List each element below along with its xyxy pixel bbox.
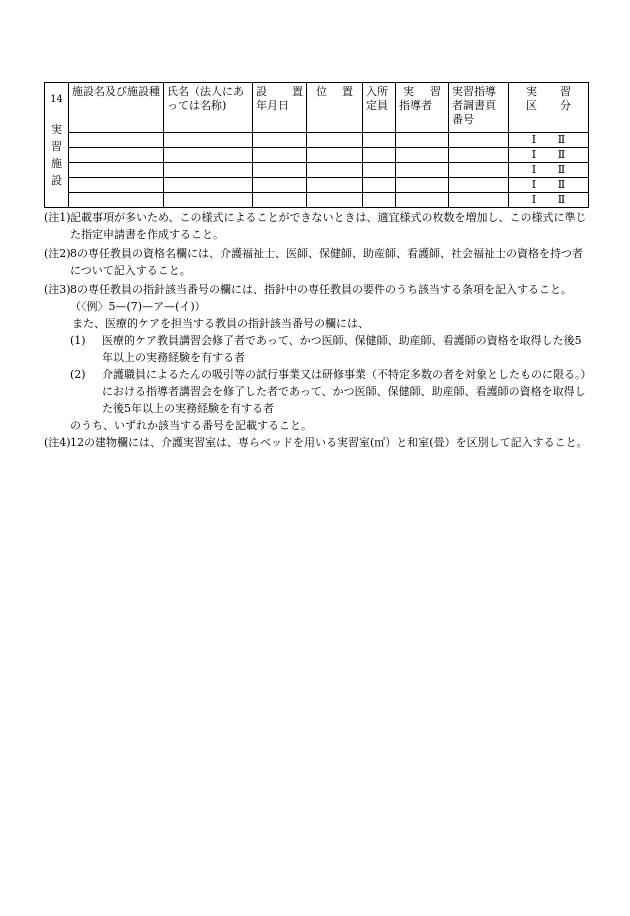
facility-cell[interactable] [69, 178, 164, 193]
survey-cell[interactable] [449, 193, 509, 208]
note-3-item-2-mark: (2) [70, 368, 86, 381]
section-number: 14 [50, 94, 63, 105]
section-label-cell [45, 83, 69, 208]
table-header-row [45, 83, 589, 133]
name-cell[interactable] [164, 178, 253, 193]
facility-cell[interactable] [69, 148, 164, 163]
section-char: 実 [51, 123, 62, 136]
instructor-cell[interactable] [396, 163, 449, 178]
established-cell[interactable] [253, 133, 307, 148]
instructor-cell[interactable] [396, 193, 449, 208]
note-1 [44, 209, 588, 243]
established-cell[interactable] [253, 178, 307, 193]
note-2-text: 8の専任教員の資格名欄には、介護福祉士、医師、保健師、助産師、看護師、社会福祉士の資格を持つ者について記入すること。 [70, 247, 583, 277]
note-2 [44, 245, 588, 279]
table-row [45, 163, 589, 178]
section-char: 施 [51, 157, 62, 170]
note-3-item-1-mark: (1) [70, 334, 86, 347]
note-3-text: 8の専任教員の指針該当番号の欄には、指針中の専任教員の要件のうち該当する条項を記入すること。（〈例〉5—(7)—ア—(イ)） [70, 283, 572, 313]
note-1-text: 記載事項が多いため、この様式によることができないときは、適宜様式の枚数を増加し、この様式に準じた指定申請書を作成すること。 [70, 211, 587, 241]
section-char: 習 [51, 140, 62, 153]
table-row [45, 133, 589, 148]
note-4-mark: (注4) [44, 436, 71, 449]
division-cell: Ⅰ Ⅱ [509, 163, 589, 178]
established-cell[interactable] [253, 163, 307, 178]
facility-cell[interactable] [69, 193, 164, 208]
header-established: 設 置 年月日 [253, 83, 307, 133]
note-3-tail: のうち、いずれか該当する番号を記載すること。 [70, 419, 312, 432]
capacity-cell[interactable] [363, 163, 396, 178]
instructor-cell[interactable] [396, 148, 449, 163]
note-3 [44, 281, 588, 315]
table-row [45, 178, 589, 193]
note-1-mark: (注1) [44, 211, 71, 224]
section-char: 設 [51, 174, 62, 187]
note-4 [44, 434, 588, 451]
practice-facility-table [44, 82, 589, 208]
established-cell[interactable] [253, 193, 307, 208]
location-cell[interactable] [307, 133, 363, 148]
table-row [45, 193, 589, 208]
capacity-cell[interactable] [363, 133, 396, 148]
survey-cell[interactable] [449, 163, 509, 178]
capacity-cell[interactable] [363, 193, 396, 208]
location-cell[interactable] [307, 178, 363, 193]
division-cell: Ⅰ Ⅱ [509, 178, 589, 193]
header-name: 氏名（法人にあっては名称) [164, 83, 253, 133]
header-capacity: 入所定員 [363, 83, 396, 133]
name-cell[interactable] [164, 148, 253, 163]
facility-cell[interactable] [69, 133, 164, 148]
notes-section [44, 209, 588, 453]
header-instructor: 実 習 指導者 [396, 83, 449, 133]
header-division: 実 習 区 分 [509, 83, 589, 133]
note-3-item-2 [44, 366, 588, 417]
name-cell[interactable] [164, 133, 253, 148]
survey-cell[interactable] [449, 148, 509, 163]
note-3-item-1 [44, 332, 588, 366]
note-3-mark: (注3) [44, 283, 71, 296]
division-cell: Ⅰ Ⅱ [509, 133, 589, 148]
division-cell: Ⅰ Ⅱ [509, 193, 589, 208]
header-facility: 施設名及び施設種 [69, 83, 164, 133]
header-location: 位 置 [307, 83, 363, 133]
note-3-item-2-text: 介護職員によるたんの吸引等の試行事業又は研修事業（不特定多数の者を対象としたものに限る。）における指導者講習会を修了した者であって、かつ医師、保健師、助産師、看護師の資格を取得した後5年以上の実務経験を有する者 [102, 368, 586, 415]
name-cell[interactable] [164, 193, 253, 208]
survey-cell[interactable] [449, 133, 509, 148]
location-cell[interactable] [307, 163, 363, 178]
survey-cell[interactable] [449, 178, 509, 193]
instructor-cell[interactable] [396, 133, 449, 148]
instructor-cell[interactable] [396, 178, 449, 193]
header-survey: 実習指導者調書頁番号 [449, 83, 509, 133]
table-row [45, 148, 589, 163]
note-2-mark: (注2) [44, 247, 71, 260]
established-cell[interactable] [253, 148, 307, 163]
note-4-text: 12の建物欄には、介護実習室は、専らベッドを用いる実習室(㎡）と和室(畳）を区別して記入すること。 [70, 436, 588, 449]
facility-cell[interactable] [69, 163, 164, 178]
note-3-also: また、医療的ケアを担当する教員の指針該当番号の欄には、 [72, 317, 369, 330]
capacity-cell[interactable] [363, 178, 396, 193]
location-cell[interactable] [307, 193, 363, 208]
location-cell[interactable] [307, 148, 363, 163]
capacity-cell[interactable] [363, 148, 396, 163]
name-cell[interactable] [164, 163, 253, 178]
division-cell: Ⅰ Ⅱ [509, 148, 589, 163]
note-3-item-1-text: 医療的ケア教員講習会修了者であって、かつ医師、保健師、助産師、看護師の資格を取得した後5年以上の実務経験を有する者 [102, 334, 582, 364]
